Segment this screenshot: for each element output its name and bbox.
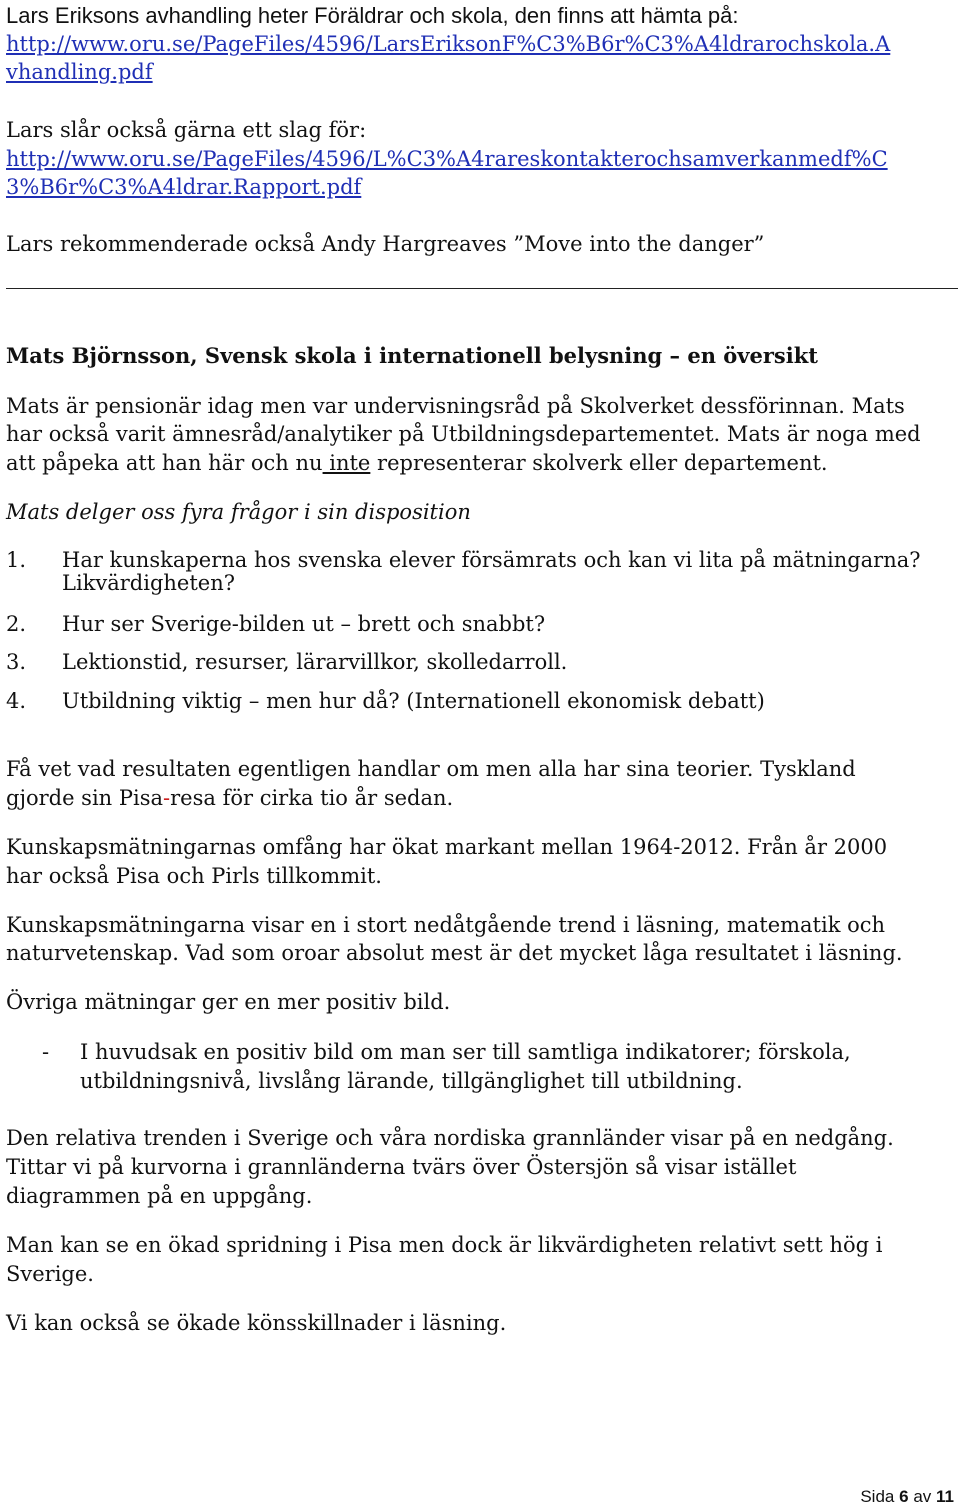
question-number: 3. bbox=[6, 650, 27, 674]
paragraph-4-line-2: naturvetenskap. Vad som oroar absolut mest är det mycket låga resultatet i läsning. bbox=[6, 941, 903, 965]
bullet-text-line-1: I huvudsak en positiv bild om man ser till samtliga indikatorer; förskola, bbox=[80, 1040, 851, 1064]
avhandling-link-line-2[interactable]: vhandling.pdf bbox=[6, 60, 153, 84]
footer-page-total: 11 bbox=[936, 1487, 954, 1506]
underlined-inte: inte bbox=[322, 451, 371, 475]
paragraph-6-line-1: Den relativa trenden i Sverige och våra nordiska grannländer visar på en nedgång. bbox=[6, 1126, 894, 1150]
avhandling-link-line-1[interactable]: http://www.oru.se/PageFiles/4596/LarsEriksonF%C3%B6r%C3%A4ldrarochskola.A bbox=[6, 32, 891, 56]
paragraph-5: Övriga mätningar ger en mer positiv bild. bbox=[6, 990, 451, 1014]
horizontal-rule bbox=[6, 288, 958, 289]
question-text: Lektionstid, resurser, lärarvillkor, skolledarroll. bbox=[62, 650, 568, 674]
question-number: 1. bbox=[6, 548, 27, 572]
rapport-link-line-2[interactable]: 3%B6r%C3%A4ldrar.Rapport.pdf bbox=[6, 175, 362, 199]
andy-hargreaves-line: Lars rekommenderade också Andy Hargreaves ”Move into the danger” bbox=[6, 232, 765, 256]
paragraph-2-text-a: gjorde sin Pisa bbox=[6, 786, 164, 810]
paragraph-3-line-1: Kunskapsmätningarnas omfång har ökat markant mellan 1964-2012. Från år 2000 bbox=[6, 835, 888, 859]
question-number: 2. bbox=[6, 612, 27, 636]
paragraph-3-line-2: har också Pisa och Pirls tillkommit. bbox=[6, 864, 382, 888]
paragraph-1-text-b: representerar skolverk eller departement. bbox=[370, 451, 828, 475]
rapport-link-line-1[interactable]: http://www.oru.se/PageFiles/4596/L%C3%A4rareskontakterochsamverkanmedf%C bbox=[6, 147, 888, 171]
question-number: 4. bbox=[6, 689, 27, 713]
paragraph-6-line-3: diagrammen på en uppgång. bbox=[6, 1184, 313, 1208]
question-text: Hur ser Sverige-bilden ut – brett och snabbt? bbox=[62, 612, 546, 636]
paragraph-4-line-1: Kunskapsmätningarna visar en i stort nedåtgående trend i läsning, matematik och bbox=[6, 913, 886, 937]
disposition-intro: Mats delger oss fyra frågor i sin disposition bbox=[6, 500, 471, 524]
paragraph-1-line-2: har också varit ämnesråd/analytiker på Utbildningsdepartementet. Mats är noga med bbox=[6, 422, 921, 446]
paragraph-1-line-1: Mats är pensionär idag men var undervisningsråd på Skolverket dessförinnan. Mats bbox=[6, 394, 905, 418]
paragraph-8: Vi kan också se ökade könsskillnader i läsning. bbox=[6, 1311, 507, 1335]
paragraph-2-line-2 bbox=[6, 784, 453, 812]
footer-sida-label: Sida bbox=[860, 1487, 895, 1506]
paragraph-7-line-2: Sverige. bbox=[6, 1262, 94, 1286]
intro-line: Lars Eriksons avhandling heter Föräldrar och skola, den finns att hämta på: bbox=[6, 3, 739, 28]
bullet-dash: - bbox=[42, 1040, 50, 1064]
question-text-continued: Likvärdigheten? bbox=[62, 571, 236, 595]
section-heading: Mats Björnsson, Svensk skola i internationell belysning – en översikt bbox=[6, 343, 818, 368]
paragraph-6-line-2: Tittar vi på kurvorna i grannländerna tvärs över Östersjön så visar istället bbox=[6, 1155, 797, 1179]
red-hyphen: - bbox=[163, 786, 171, 810]
question-text: Har kunskaperna hos svenska elever försämrats och kan vi lita på mätningarna? bbox=[62, 548, 921, 572]
question-text: Utbildning viktig – men hur då? (Internationell ekonomisk debatt) bbox=[62, 689, 765, 713]
paragraph-7-line-1: Man kan se en ökad spridning i Pisa men dock är likvärdigheten relativt sett hög i bbox=[6, 1233, 883, 1257]
slag-line: Lars slår också gärna ett slag för: bbox=[6, 118, 367, 142]
paragraph-1-text-a: att påpeka att han här och nu bbox=[6, 451, 323, 475]
paragraph-2-text-b: resa för cirka tio år sedan. bbox=[170, 786, 454, 810]
footer-page-number: 6 bbox=[899, 1487, 909, 1506]
paragraph-2-line-1: Få vet vad resultaten egentligen handlar om men alla har sina teorier. Tyskland bbox=[6, 757, 856, 781]
footer-av-label: av bbox=[913, 1487, 932, 1506]
paragraph-1-line-3 bbox=[6, 449, 828, 477]
bullet-text-line-2: utbildningsnivå, livslång lärande, tillgänglighet till utbildning. bbox=[80, 1069, 743, 1093]
page-footer bbox=[860, 1486, 954, 1508]
